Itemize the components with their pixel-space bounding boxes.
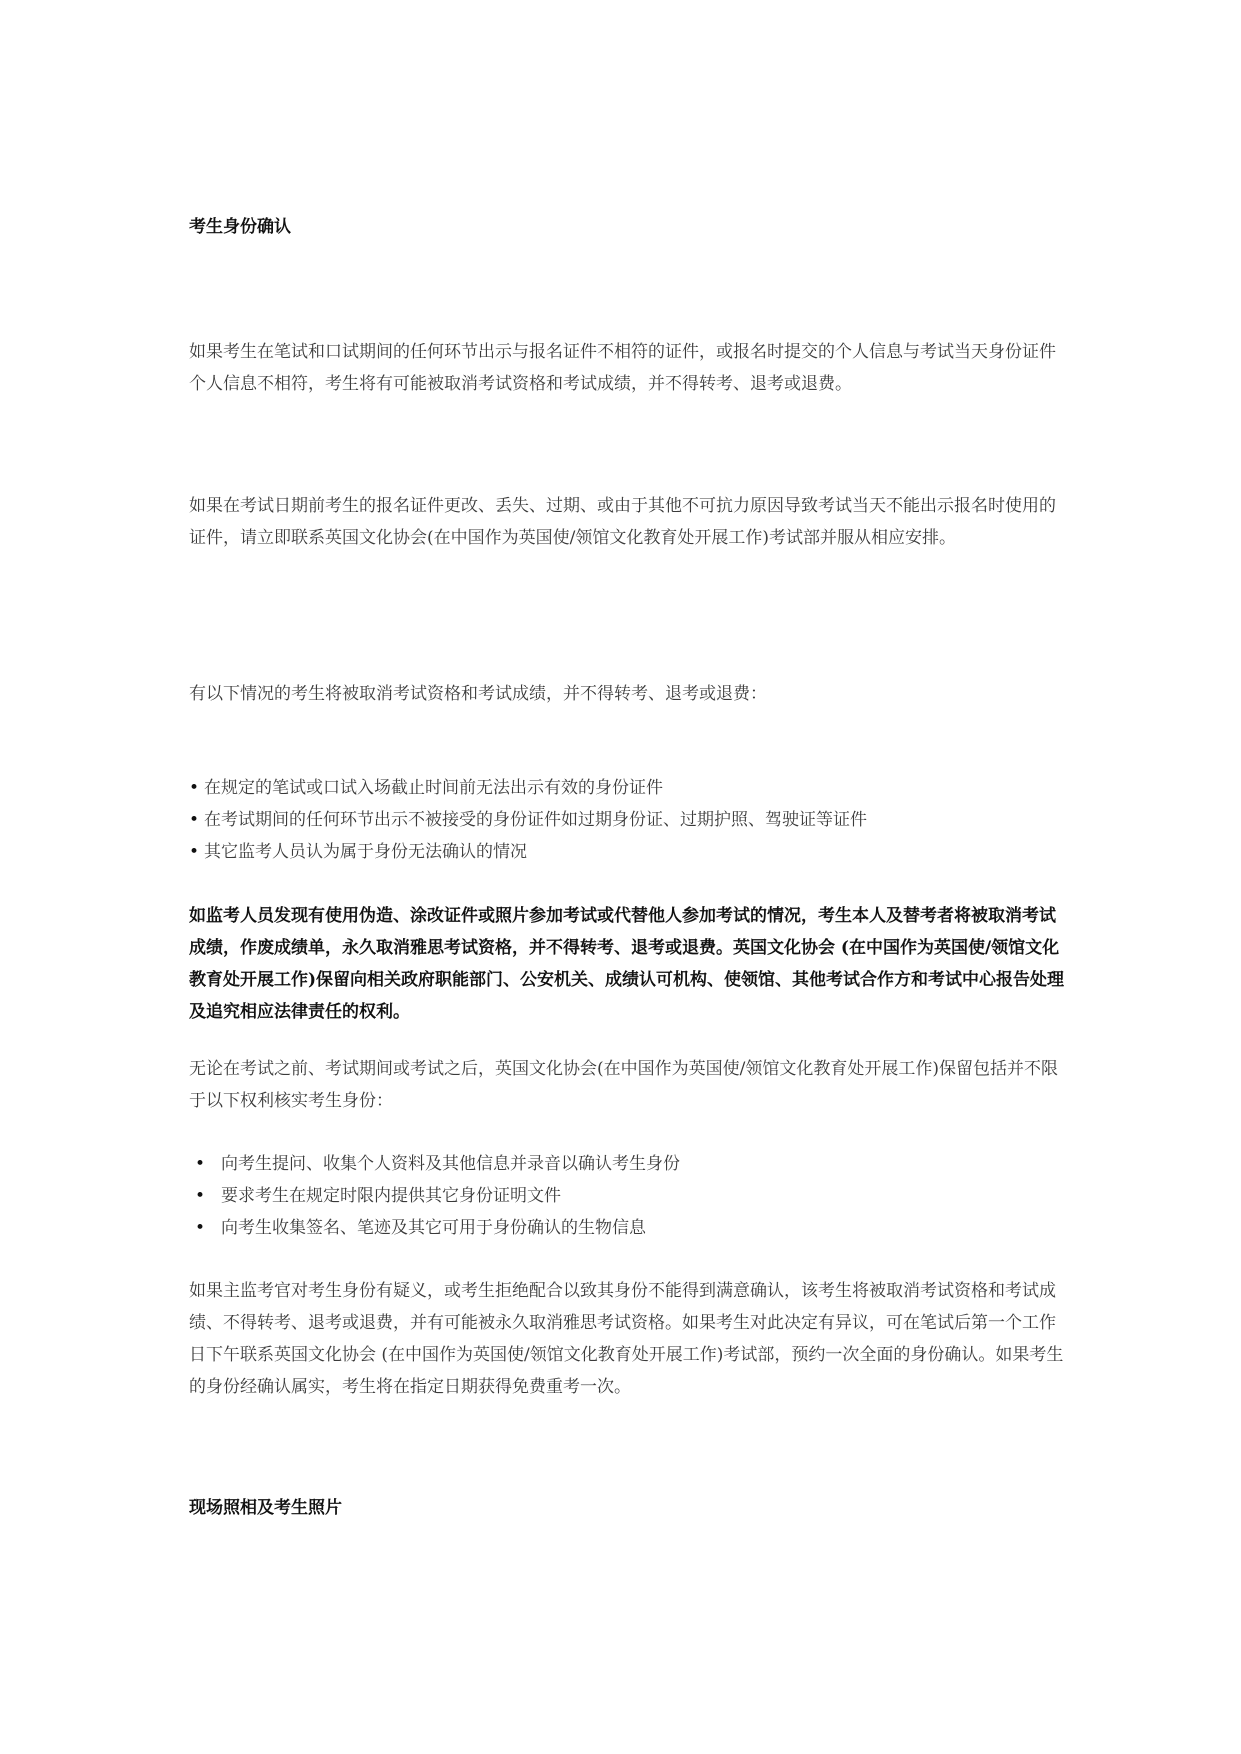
paragraph-cancel-intro: 有以下情况的考生将被取消考试资格和考试成绩，并不得转考、退考或退费： [189,684,767,704]
bullet-icon: • [189,810,200,830]
warning-fraud-paragraph: 如监考人员发现有使用伪造、涂改证件或照片参加考试或代替他人参加考试的情况，考生本人及替考者将被取消考试成绩，作废成绩单，永久取消雅思考试资格，并不得转考、退考或退费。英国文化协会 (在中国作为英国使/领馆文化教育处开展工作)保留向相关政府职能部门、公安机关、成绩认可机构、使领馆、其他考试合作方和考试中心报告处理及追究相应法律责任的权利。 [189,906,1065,1022]
list-item-text: 向考生提问、收集个人资料及其他信息并录音以确认考生身份 [221,1154,680,1174]
cancel-cases-list [189,772,1069,868]
bullet-icon: • [195,1218,206,1238]
list-item-text: 在考试期间的任何环节出示不被接受的身份证件如过期身份证、过期护照、驾驶证等证件 [204,810,867,830]
list-item-text: 要求考生在规定时限内提供其它身份证明文件 [221,1186,561,1206]
list-item [189,1212,1069,1244]
list-item [189,804,1069,836]
list-item [189,1148,1069,1180]
section-heading-photo: 现场照相及考生照片 [189,1498,342,1518]
paragraph-document-mismatch: 如果考生在笔试和口试期间的任何环节出示与报名证件不相符的证件，或报名时提交的个人信息与考试当天身份证件个人信息不相符，考生将有可能被取消考试资格和考试成绩，并不得转考、退考或退费。 [189,342,1056,394]
paragraph-document-change: 如果在考试日期前考生的报名证件更改、丢失、过期、或由于其他不可抗力原因导致考试当天不能出示报名时使用的证件，请立即联系英国文化协会(在中国作为英国使/领馆文化教育处开展工作)考试部并服从相应安排。 [189,496,1056,548]
section-heading-identity: 考生身份确认 [189,217,291,237]
list-item-text: 向考生收集签名、笔迹及其它可用于身份确认的生物信息 [221,1218,646,1238]
paragraph-identity-dispute: 如果主监考官对考生身份有疑义，或考生拒绝配合以致其身份不能得到满意确认，该考生将被取消考试资格和考试成绩、不得转考、退考或退费，并有可能被永久取消雅思考试资格。如果考生对此决定有异议，可在笔试后第一个工作日下午联系英国文化协会 (在中国作为英国使/领馆文化教育处开展工作)考试部，预约一次全面的身份确认。如果考生的身份经确认属实，考生将在指定日期获得免费重考一次。 [189,1281,1064,1397]
rights-list [189,1148,1069,1244]
bullet-icon: • [195,1186,206,1206]
list-item [189,1180,1069,1212]
list-item [189,836,1069,868]
bullet-icon: • [189,778,200,798]
list-item-text: 其它监考人员认为属于身份无法确认的情况 [204,842,527,862]
bullet-icon: • [195,1154,206,1174]
bullet-icon: • [189,842,200,862]
list-item-text: 在规定的笔试或口试入场截止时间前无法出示有效的身份证件 [204,778,663,798]
list-item [189,772,1069,804]
paragraph-rights-intro: 无论在考试之前、考试期间或考试之后，英国文化协会(在中国作为英国使/领馆文化教育处开展工作)保留包括并不限于以下权利核实考生身份： [189,1059,1058,1111]
